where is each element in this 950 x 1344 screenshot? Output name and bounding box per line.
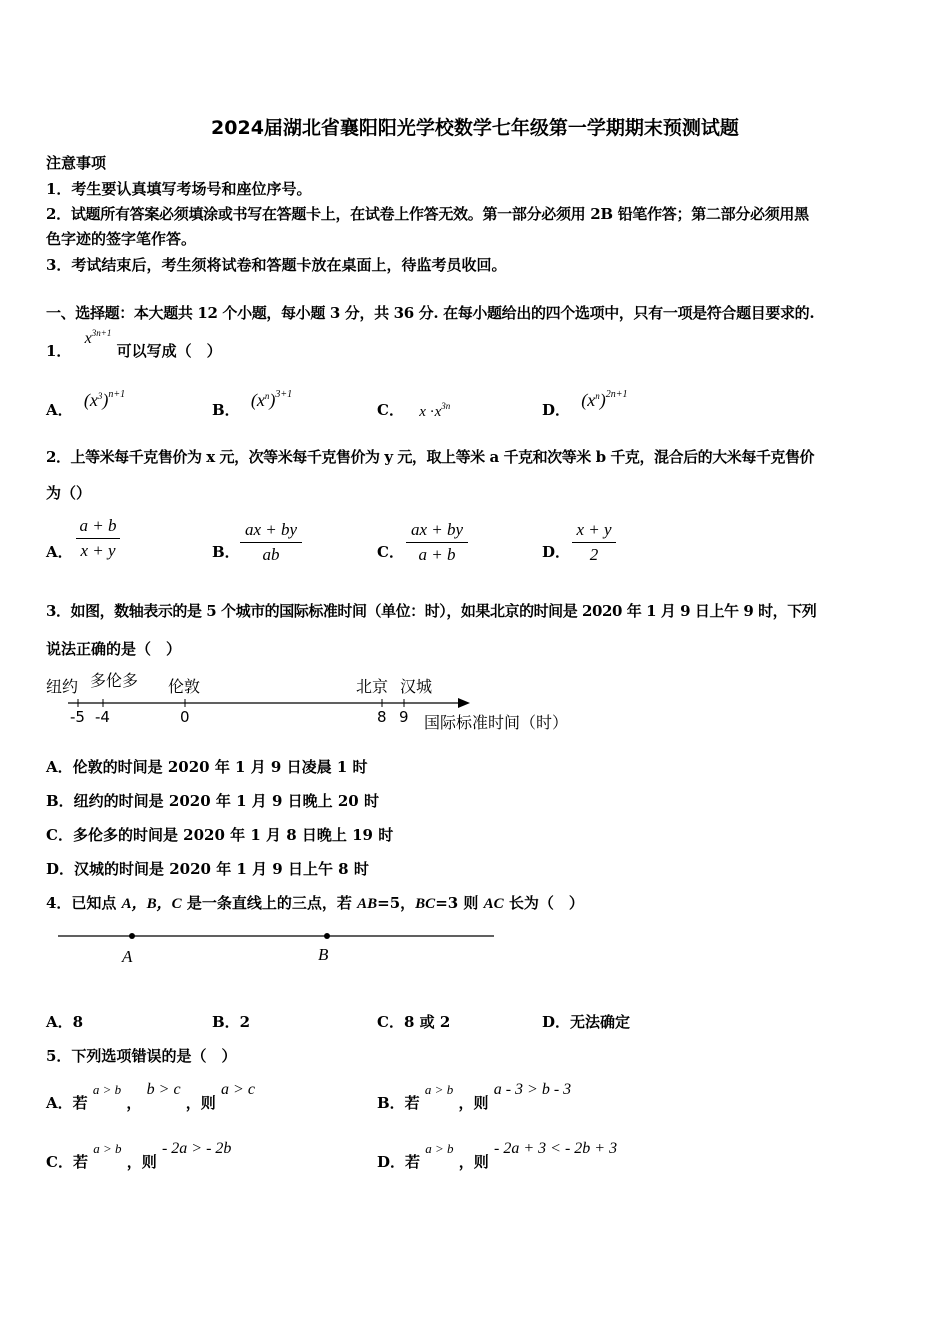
notice-item: 1．考生要认真填写考场号和座位序号。: [46, 180, 312, 198]
city-label: 多伦多: [90, 671, 139, 690]
option-d[interactable]: D．: [542, 543, 571, 561]
option-a[interactable]: A．若 a > b ， b > c ，则 a > c: [46, 1081, 255, 1112]
tick-label: -4: [95, 708, 110, 726]
tick-label: 8: [377, 708, 387, 726]
option-d[interactable]: D． $(x^n)^{2n+1}$: [542, 389, 628, 419]
question-4: 4．已知点 A，B，C 是一条直线上的三点，若 AB=5，BC=3 则 AC 长为（ ）: [46, 894, 584, 912]
question-3-line2: 说法正确的是（ ）: [46, 640, 182, 658]
city-label: 汉城: [400, 677, 433, 696]
option-b[interactable]: B．2: [212, 1013, 251, 1031]
question-2-line1: 2．上等米每千克售价为 x 元，次等米每千克售价为 y 元，取上等米 a 千克和次等米 b 千克，混合后的大米每千克售价: [46, 448, 815, 466]
tick-label: 0: [180, 708, 190, 726]
option-d[interactable]: D．汉城的时间是 2020 年 1 月 9 日上午 8 时: [46, 860, 369, 878]
notice-heading: 注意事项: [46, 154, 107, 172]
option-c[interactable]: C．8 或 2: [377, 1013, 451, 1031]
axis-label: 国际标准时间（时）: [424, 713, 569, 732]
option-c[interactable]: C． $x \cdot x^{3n}$: [377, 401, 451, 420]
option-b[interactable]: B． $(x^n)^{3+1}$: [212, 389, 293, 419]
notice-item: 3．考试结束后，考生须将试卷和答题卡放在桌面上，待监考员收回。: [46, 256, 507, 274]
fraction: $\frac{a + b}{x + y}$: [76, 516, 120, 561]
option-a[interactable]: A．伦敦的时间是 2020 年 1 月 9 日凌晨 1 时: [46, 758, 368, 776]
option-b[interactable]: B．纽约的时间是 2020 年 1 月 9 日晚上 20 时: [46, 792, 379, 810]
fraction: $\frac{ax + by}{a + b}$: [406, 520, 468, 565]
question-1: [46, 330, 222, 360]
option-c[interactable]: C．若 a > b ，则 - 2a > - 2b: [46, 1140, 232, 1171]
notice-item: 2．试题所有答案必须填涂或书写在答题卡上，在试卷上作答无效。第一部分必须用 2B 铅笔作答；第二部分必须用黑: [46, 205, 809, 223]
axis-arrow: [458, 698, 470, 708]
section-heading: 一、选择题：本大题共 12 个小题，每小题 3 分，共 36 分. 在每小题给出的四个选项中，只有一项是符合题目要求的.: [46, 304, 815, 322]
question-3-line1: 3．如图，数轴表示的是 5 个城市的国际标准时间（单位：时），如果北京的时间是 2020 年 1 月 9 日上午 9 时，下列: [46, 602, 817, 620]
point-b-dot: [324, 933, 330, 939]
city-label: 纽约: [46, 677, 79, 696]
point-b-label: B: [318, 945, 329, 964]
number-line-figure: [40, 670, 600, 740]
city-label: 伦敦: [168, 677, 201, 696]
point-a-dot: [129, 933, 135, 939]
question-text: 可以写成（ ）: [116, 342, 222, 360]
option-d[interactable]: D．若 a > b ，则 - 2a + 3 < - 2b + 3: [377, 1140, 618, 1171]
question-2-line2: 为（）: [46, 484, 92, 502]
option-c[interactable]: C．: [377, 543, 404, 561]
question-number: 1．: [46, 342, 72, 360]
city-label: 北京: [356, 677, 389, 696]
line-segment-figure: [50, 924, 510, 964]
tick-label: 9: [399, 708, 409, 726]
option-d[interactable]: D．无法确定: [542, 1013, 631, 1031]
tick-label: -5: [70, 708, 85, 726]
option-a[interactable]: A． $(x^3)^{n+1}$: [46, 389, 126, 419]
power-expression: $x^{3n+1}$: [84, 328, 112, 347]
notice-item: 色字迹的签字笔作答。: [46, 230, 197, 248]
option-b[interactable]: B．: [212, 543, 240, 561]
page-title: 2024届湖北省襄阳阳光学校数学七年级第一学期期末预测试题: [211, 117, 739, 139]
option-a[interactable]: A．8: [46, 1013, 84, 1031]
fraction: $\frac{x + y}{2}$: [572, 520, 616, 565]
fraction: $\frac{ax + by}{ab}$: [240, 520, 302, 565]
option-a[interactable]: A．: [46, 543, 73, 561]
question-5: 5．下列选项错误的是（ ）: [46, 1047, 237, 1065]
point-a-label: A: [122, 947, 133, 964]
option-b[interactable]: B．若 a > b ，则 a - 3 > b - 3: [377, 1081, 572, 1112]
option-c[interactable]: C．多伦多的时间是 2020 年 1 月 8 日晚上 19 时: [46, 826, 394, 844]
